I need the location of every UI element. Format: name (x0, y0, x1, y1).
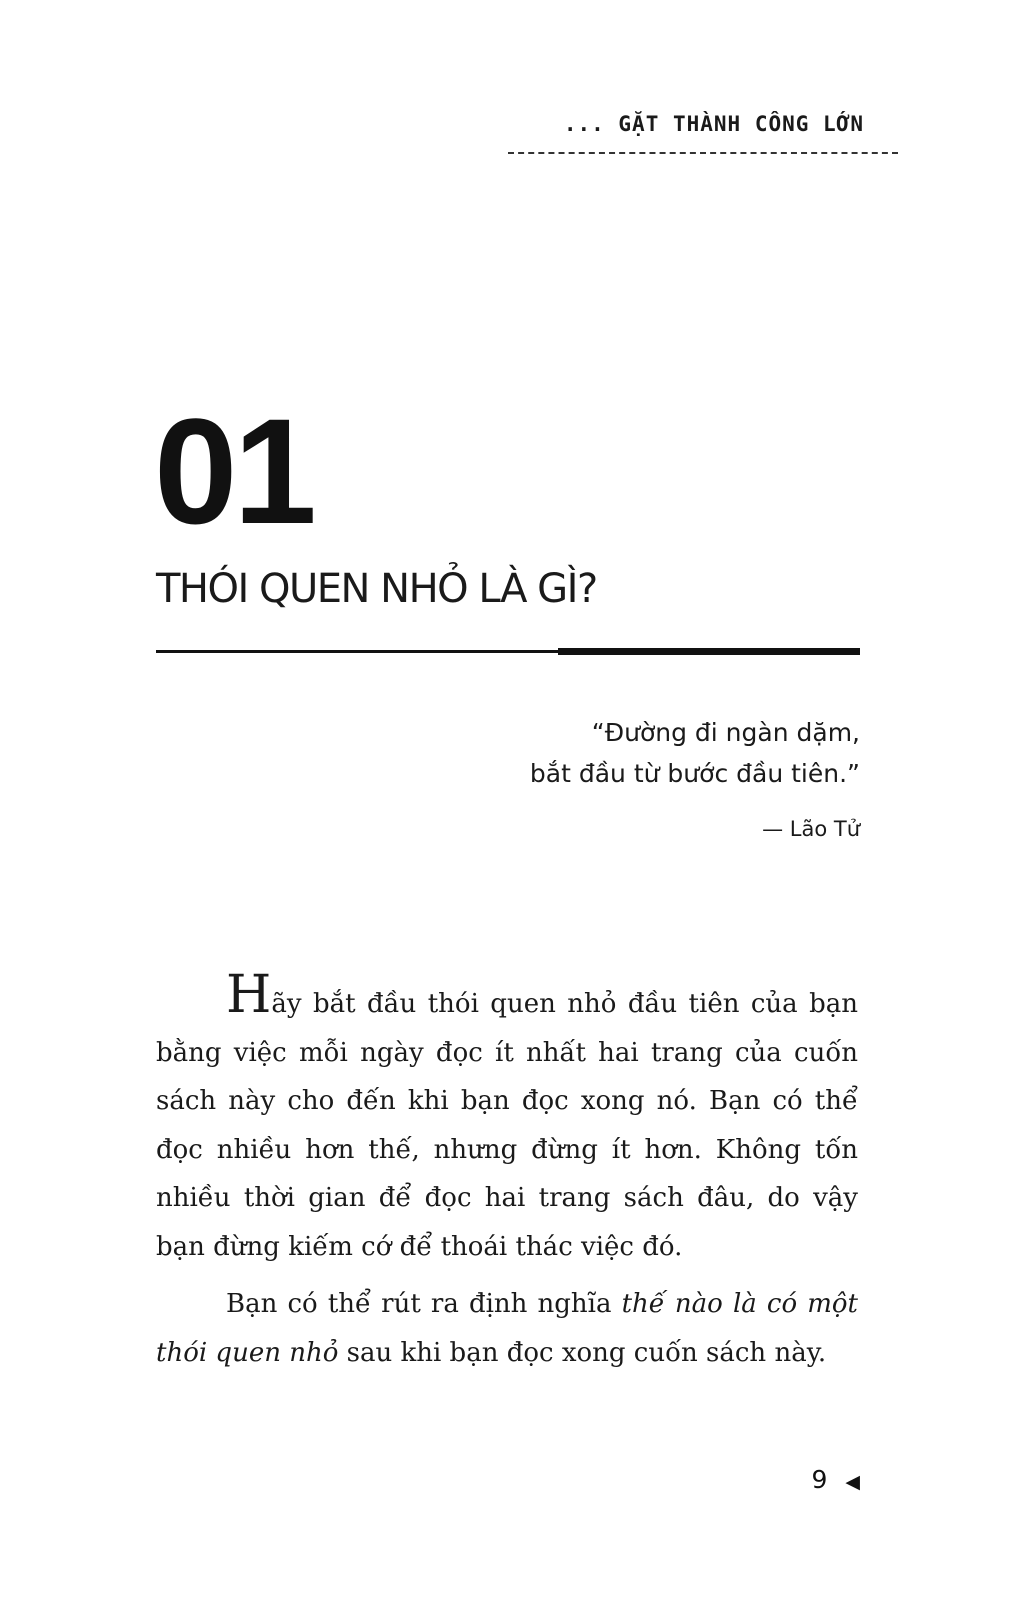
paragraph-text: sau khi bạn đọc xong cuốn sách này. (338, 1337, 827, 1368)
paragraph-text: Bạn có thể rút ra định nghĩa (226, 1289, 622, 1319)
epigraph-quote (530, 712, 860, 794)
epigraph-author: — Lão Tử (762, 817, 860, 841)
title-rule-thick (558, 648, 860, 655)
body-paragraph (156, 1280, 858, 1377)
epigraph-line: bắt đầu từ bước đầu tiên.” (529, 759, 860, 788)
header-dashed-rule (508, 152, 898, 154)
drop-initial: H (226, 965, 272, 1025)
epigraph-line: “Đường đi ngàn dặm, (591, 718, 860, 747)
paragraph-text: ãy bắt đầu thói quen nhỏ đầu tiên của bạn bằng việc mỗi ngày đọc ít nhất hai trang của cuốn sách này cho đến khi bạn đọc xong nó. Bạn có thể đọc nhiều hơn thế, nhưng đừng ít hơn. Không tốn nhiều thời gian để đọc hai trang sách đâu, do vậy bạn đừng kiếm cớ để thoái thác việc đó. (156, 989, 858, 1262)
emphasis-text: thế nào là có một thói quen nhỏ (156, 1289, 858, 1368)
page-footer (811, 1464, 860, 1498)
body-paragraph (156, 965, 858, 1271)
chapter-number: 01 (154, 387, 313, 555)
body-text (156, 965, 858, 1377)
chapter-title: THÓI QUEN NHỎ LÀ GÌ? (156, 566, 597, 612)
title-rule-thin (156, 650, 558, 653)
left-triangle-icon: ◀ (845, 1471, 860, 1493)
page-number: 9 (811, 1465, 828, 1494)
running-header: ... GẶT THÀNH CÔNG LỚN (563, 112, 864, 136)
